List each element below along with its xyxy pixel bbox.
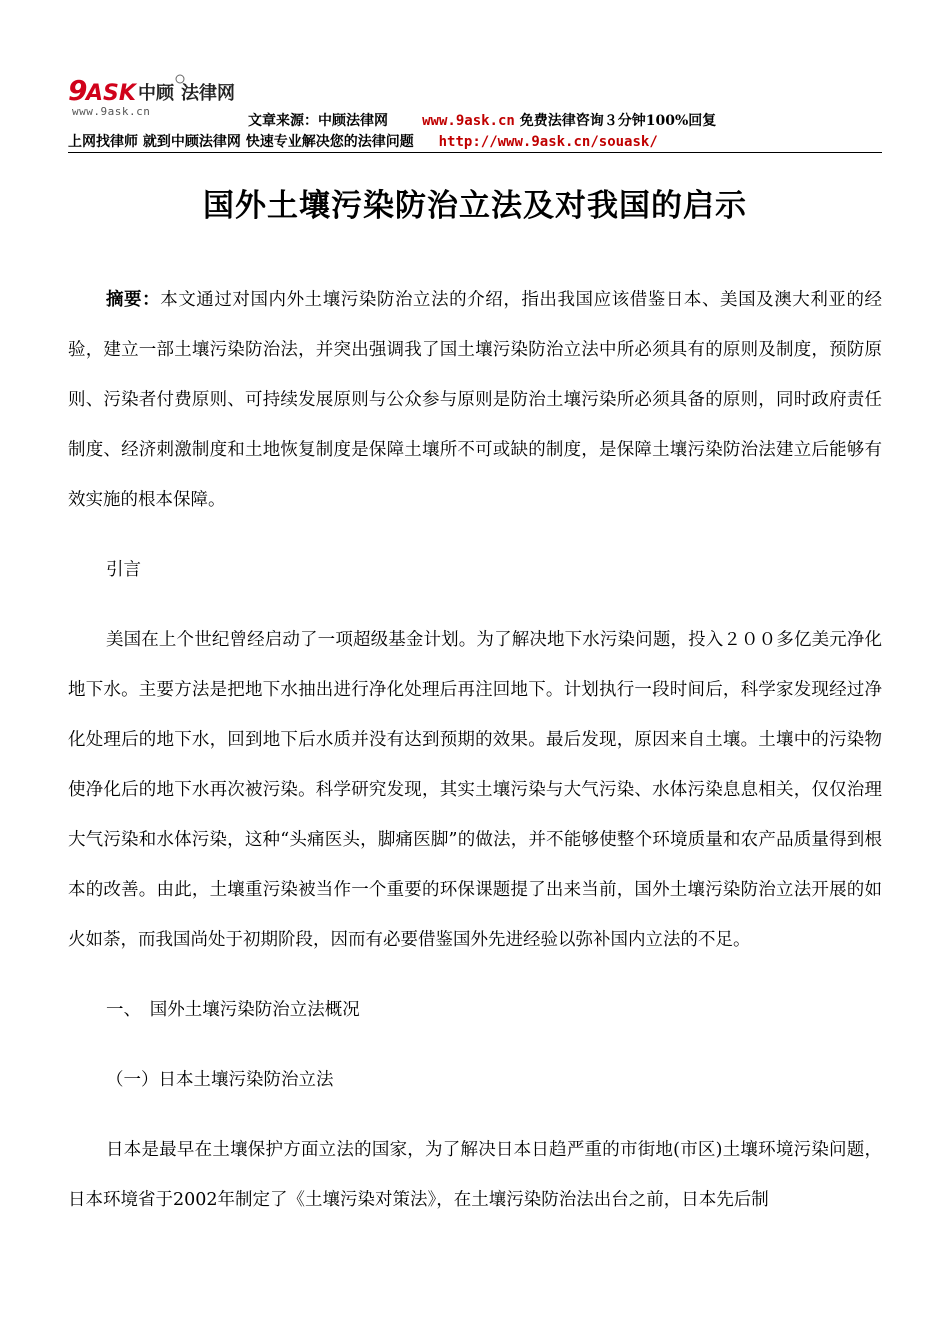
svg-text:中顾: 中顾 — [138, 83, 174, 104]
article-body — [68, 275, 882, 1225]
abstract-paragraph — [68, 275, 882, 525]
source-line — [248, 110, 716, 130]
section-1-heading: 一、 国外土壤污染防治立法概况 — [106, 1000, 360, 1020]
header-divider — [68, 152, 882, 153]
logo-url: www.9ask.cn — [72, 105, 151, 118]
slogan-url-link[interactable]: http://www.9ask.cn/souask/ — [438, 134, 658, 150]
svg-text:法律网: 法律网 — [181, 83, 235, 104]
page-title: 国外土壤污染防治立法及对我国的启示 — [203, 188, 747, 224]
intro-paragraph: 美国在上个世纪曾经启动了一项超级基金计划。为了解决地下水污染问题，投入２００多亿美元净化地下水。主要方法是把地下水抽出进行净化处理后再注回地下。计划执行一段时间后，科学家发现经过净化处理后的地下水，回到地下后水质并没有达到预期的效果。最后发现，原因来自土壤。土壤中的污染物使净化后的地下水再次被污染。科学研究发现，其实土壤污染与大气污染、水体污染息息相关，仅仅治理大气污染和水体污染，这种“头痛医头，脚痛医脚”的做法，并不能够使整个环境质量和农产品质量得到根本的改善。由此，土壤重污染被当作一个重要的环保课题提了出来当前，国外土壤污染防治立法开展的如火如荼，而我国尚处于初期阶段，因而有必要借鉴国外先进经验以弥补国内立法的不足。 — [68, 630, 882, 950]
slogan-line — [68, 131, 658, 151]
site-logo[interactable] — [68, 74, 268, 124]
svg-text:9: 9 — [68, 74, 88, 106]
abstract-text: 本文通过对国内外土壤污染防治立法的介绍，指出我国应该借鉴日本、美国及澳大利亚的经验，建立一部土壤污染防治法，并突出强调我了国土壤污染防治立法中所必须具有的原则及制度，预防原则、污染者付费原则、可持续发展原则与公众参与原则是防治土壤污染所必须具备的原则，同时政府责任制度、经济刺激制度和土地恢复制度是保障土壤所不可或缺的制度，是保障土壤污染防治法建立后能够有效实施的根本保障。 — [68, 290, 883, 510]
japan-paragraph: 日本是最早在土壤保护方面立法的国家，为了解决日本日趋严重的市街地(市区)土壤环境污染问题，日本环境省于2002年制定了《土壤污染对策法》，在土壤污染防治法出台之前，日本先后制 — [68, 1140, 882, 1210]
source-url-link[interactable]: www.9ask.cn — [422, 113, 515, 129]
abstract-label: 摘要： — [106, 290, 161, 310]
subsection-1-heading: （一）日本土壤污染防治立法 — [106, 1070, 334, 1090]
slogan-text: 上网找律师 就到中顾法律网 快速专业解决您的法律问题 — [68, 134, 414, 150]
source-label: 文章来源：中顾法律网 — [248, 113, 388, 129]
source-tagline: 免费法律咨询３分钟100%回复 — [519, 113, 717, 129]
intro-heading: 引言 — [106, 560, 141, 580]
svg-text:ASK: ASK — [86, 81, 136, 106]
logo-mark-icon — [68, 74, 248, 106]
document-header — [68, 74, 882, 154]
